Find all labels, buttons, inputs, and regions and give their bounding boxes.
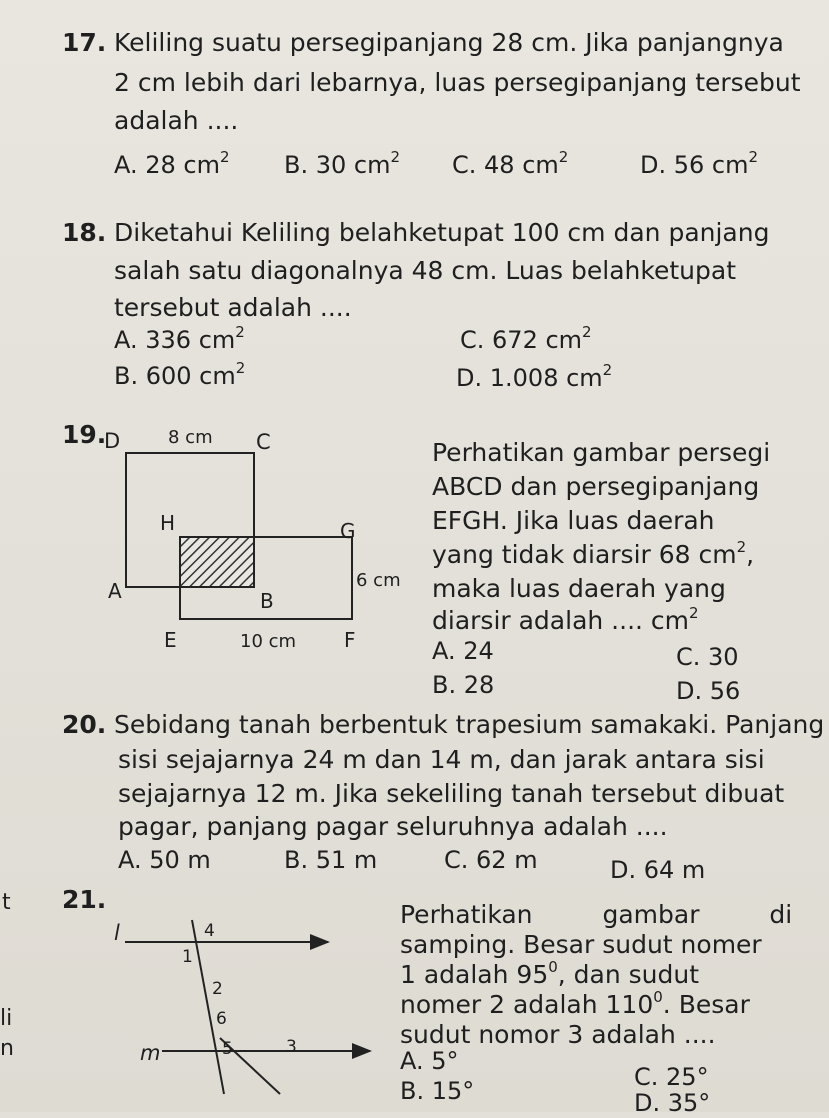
- transversal-1: [192, 920, 224, 1094]
- q18-option-a[interactable]: A. 336 $cm^2$: [114, 323, 245, 354]
- q21-figure: [100, 910, 400, 1100]
- q19-number: 19.: [62, 420, 107, 449]
- angle-label-2: 2: [212, 979, 223, 999]
- q19-line-4: yang tidak diarsir 68 $cm^2$,: [432, 538, 755, 569]
- q18-line-3: tersebut adalah ....: [114, 293, 352, 322]
- angle-label-3: 3: [286, 1037, 297, 1057]
- q20-option-b[interactable]: B. 51 m: [284, 846, 378, 874]
- dim-side: 6 cm: [356, 570, 401, 591]
- margin-fragment-3: n: [0, 1036, 14, 1061]
- q21-number: 21.: [62, 885, 107, 914]
- q19-line-1: Perhatikan gambar persegi: [432, 438, 771, 467]
- angle-label-5: 5: [222, 1039, 233, 1059]
- q19-line-3: EFGH. Jika luas daerah: [432, 506, 715, 535]
- margin-fragment-1: t: [2, 890, 11, 915]
- label-b: B: [260, 589, 274, 613]
- q21-line-3: 1 adalah $95^0$, dan sudut: [400, 958, 700, 989]
- q20-number: 20.: [62, 710, 107, 739]
- q20-line-2: sisi sejajarnya 24 m dan 14 m, dan jarak antara sisi: [118, 745, 765, 774]
- shaded-region: [180, 537, 254, 587]
- label-line-l: l: [114, 921, 120, 945]
- q18-number: 18.: [62, 218, 107, 247]
- q17-number: 17.: [62, 28, 107, 57]
- dim-top: 8 cm: [168, 427, 213, 448]
- q21-line-2: samping. Besar sudut nomer: [400, 930, 762, 959]
- q21-option-c[interactable]: C. 25°: [634, 1063, 709, 1091]
- q17-line-2: 2 cm lebih dari lebarnya, luas persegipanjang tersebut: [114, 68, 801, 97]
- q19-option-d[interactable]: D. 56: [676, 677, 741, 705]
- q18-option-c[interactable]: C. 672 $cm^2$: [460, 323, 592, 354]
- angle-label-1: 1: [182, 947, 193, 967]
- q17-option-c[interactable]: C. 48 $cm^2$: [452, 148, 569, 179]
- q21-line-1: Perhatikan gambar di: [400, 900, 793, 929]
- q21-line-5: sudut nomor 3 adalah ....: [400, 1020, 716, 1049]
- q17-line-3: adalah ....: [114, 106, 239, 135]
- q21-option-d[interactable]: D. 35°: [634, 1089, 711, 1117]
- q20-option-d[interactable]: D. 64 m: [610, 856, 706, 884]
- q18-option-d[interactable]: D. 1.008 $cm^2$: [456, 361, 613, 392]
- q19-line-5: maka luas daerah yang: [432, 574, 726, 603]
- q19-line-6: diarsir adalah .... $cm^2$: [432, 604, 699, 635]
- label-a: A: [108, 579, 122, 603]
- label-line-m: m: [140, 1041, 161, 1065]
- q19-line-2: ABCD dan persegipanjang: [432, 472, 760, 501]
- label-c: C: [256, 430, 271, 454]
- q17-option-d[interactable]: D. 56 $cm^2$: [640, 148, 759, 179]
- label-h: H: [160, 511, 176, 535]
- margin-fragment-2: li: [0, 1006, 13, 1031]
- q17-option-b[interactable]: B. 30 $cm^2$: [284, 148, 401, 179]
- q20-line-4: pagar, panjang pagar seluruhnya adalah ....: [118, 812, 668, 841]
- q21-option-a[interactable]: A. 5°: [400, 1047, 459, 1075]
- q19-figure: [100, 418, 430, 663]
- q17-option-a[interactable]: A. 28 $cm^2$: [114, 148, 230, 179]
- q20-option-c[interactable]: C. 62 m: [444, 846, 538, 874]
- dim-bottom: 10 cm: [240, 631, 297, 652]
- q21-option-b[interactable]: B. 15°: [400, 1077, 475, 1105]
- q20-line-3: sejajarnya 12 m. Jika sekeliling tanah tersebut dibuat: [118, 779, 785, 808]
- angle-label-4: 4: [204, 921, 215, 941]
- label-d: D: [104, 429, 121, 453]
- q18-line-1: Diketahui Keliling belahketupat 100 cm dan panjang: [114, 218, 770, 247]
- label-f: F: [344, 628, 356, 652]
- label-e: E: [164, 628, 177, 652]
- q17-line-1: Keliling suatu persegipanjang 28 cm. Jika panjangnya: [114, 28, 784, 57]
- q19-option-b[interactable]: B. 28: [432, 671, 495, 699]
- q18-line-2: salah satu diagonalnya 48 cm. Luas belahketupat: [114, 256, 736, 285]
- label-g: G: [340, 519, 356, 543]
- q21-line-4: nomer 2 adalah $110^0$. Besar: [400, 988, 750, 1019]
- q19-option-c[interactable]: C. 30: [676, 643, 739, 671]
- q19-option-a[interactable]: A. 24: [432, 637, 494, 665]
- q20-line-1: Sebidang tanah berbentuk trapesium samakaki. Panjang: [114, 710, 825, 739]
- q20-option-a[interactable]: A. 50 m: [118, 846, 211, 874]
- angle-label-6: 6: [216, 1009, 227, 1029]
- q18-option-b[interactable]: B. 600 $cm^2$: [114, 359, 246, 390]
